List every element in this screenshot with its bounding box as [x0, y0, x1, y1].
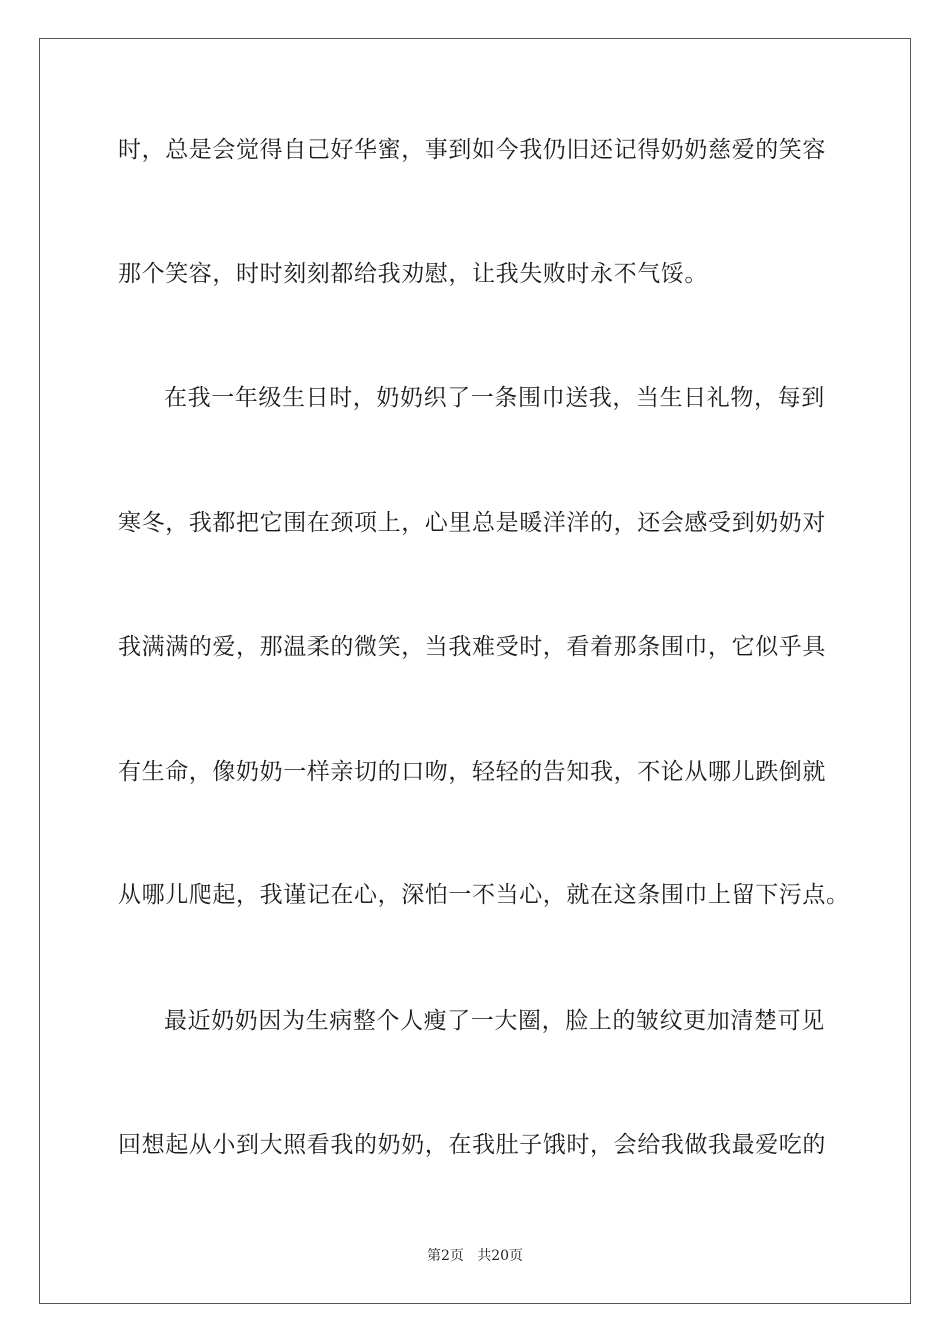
- text-line: 那个笑容，时时刻刻都给我劝慰，让我失败时永不气馁。: [118, 261, 708, 287]
- paragraph-start-line: 在我一年级生日时，奶奶织了一条围巾送我，当生日礼物，每到: [164, 385, 825, 411]
- paragraph-start-line: 最近奶奶因为生病整个人瘦了一大圈，脸上的皱纹更加清楚可见: [164, 1008, 825, 1034]
- text-line: 时，总是会觉得自己好华蜜，事到如今我仍旧还记得奶奶慈爱的笑容: [118, 137, 826, 163]
- text-line: 回想起从小到大照看我的奶奶，在我肚子饿时，会给我做我最爱吃的: [118, 1132, 826, 1158]
- text-line: 有生命，像奶奶一样亲切的口吻，轻轻的告知我，不论从哪儿跌倒就: [118, 759, 826, 785]
- page-border: [39, 38, 911, 1304]
- text-line: 寒冬，我都把它围在颈项上，心里总是暖洋洋的，还会感受到奶奶对: [118, 510, 826, 536]
- page-number-footer: 第2页 共20页: [426, 1248, 524, 1264]
- text-line: 我满满的爱，那温柔的微笑，当我难受时，看着那条围巾，它似乎具: [118, 634, 826, 660]
- text-line: 从哪儿爬起，我谨记在心，深怕一不当心，就在这条围巾上留下污点。: [118, 882, 850, 908]
